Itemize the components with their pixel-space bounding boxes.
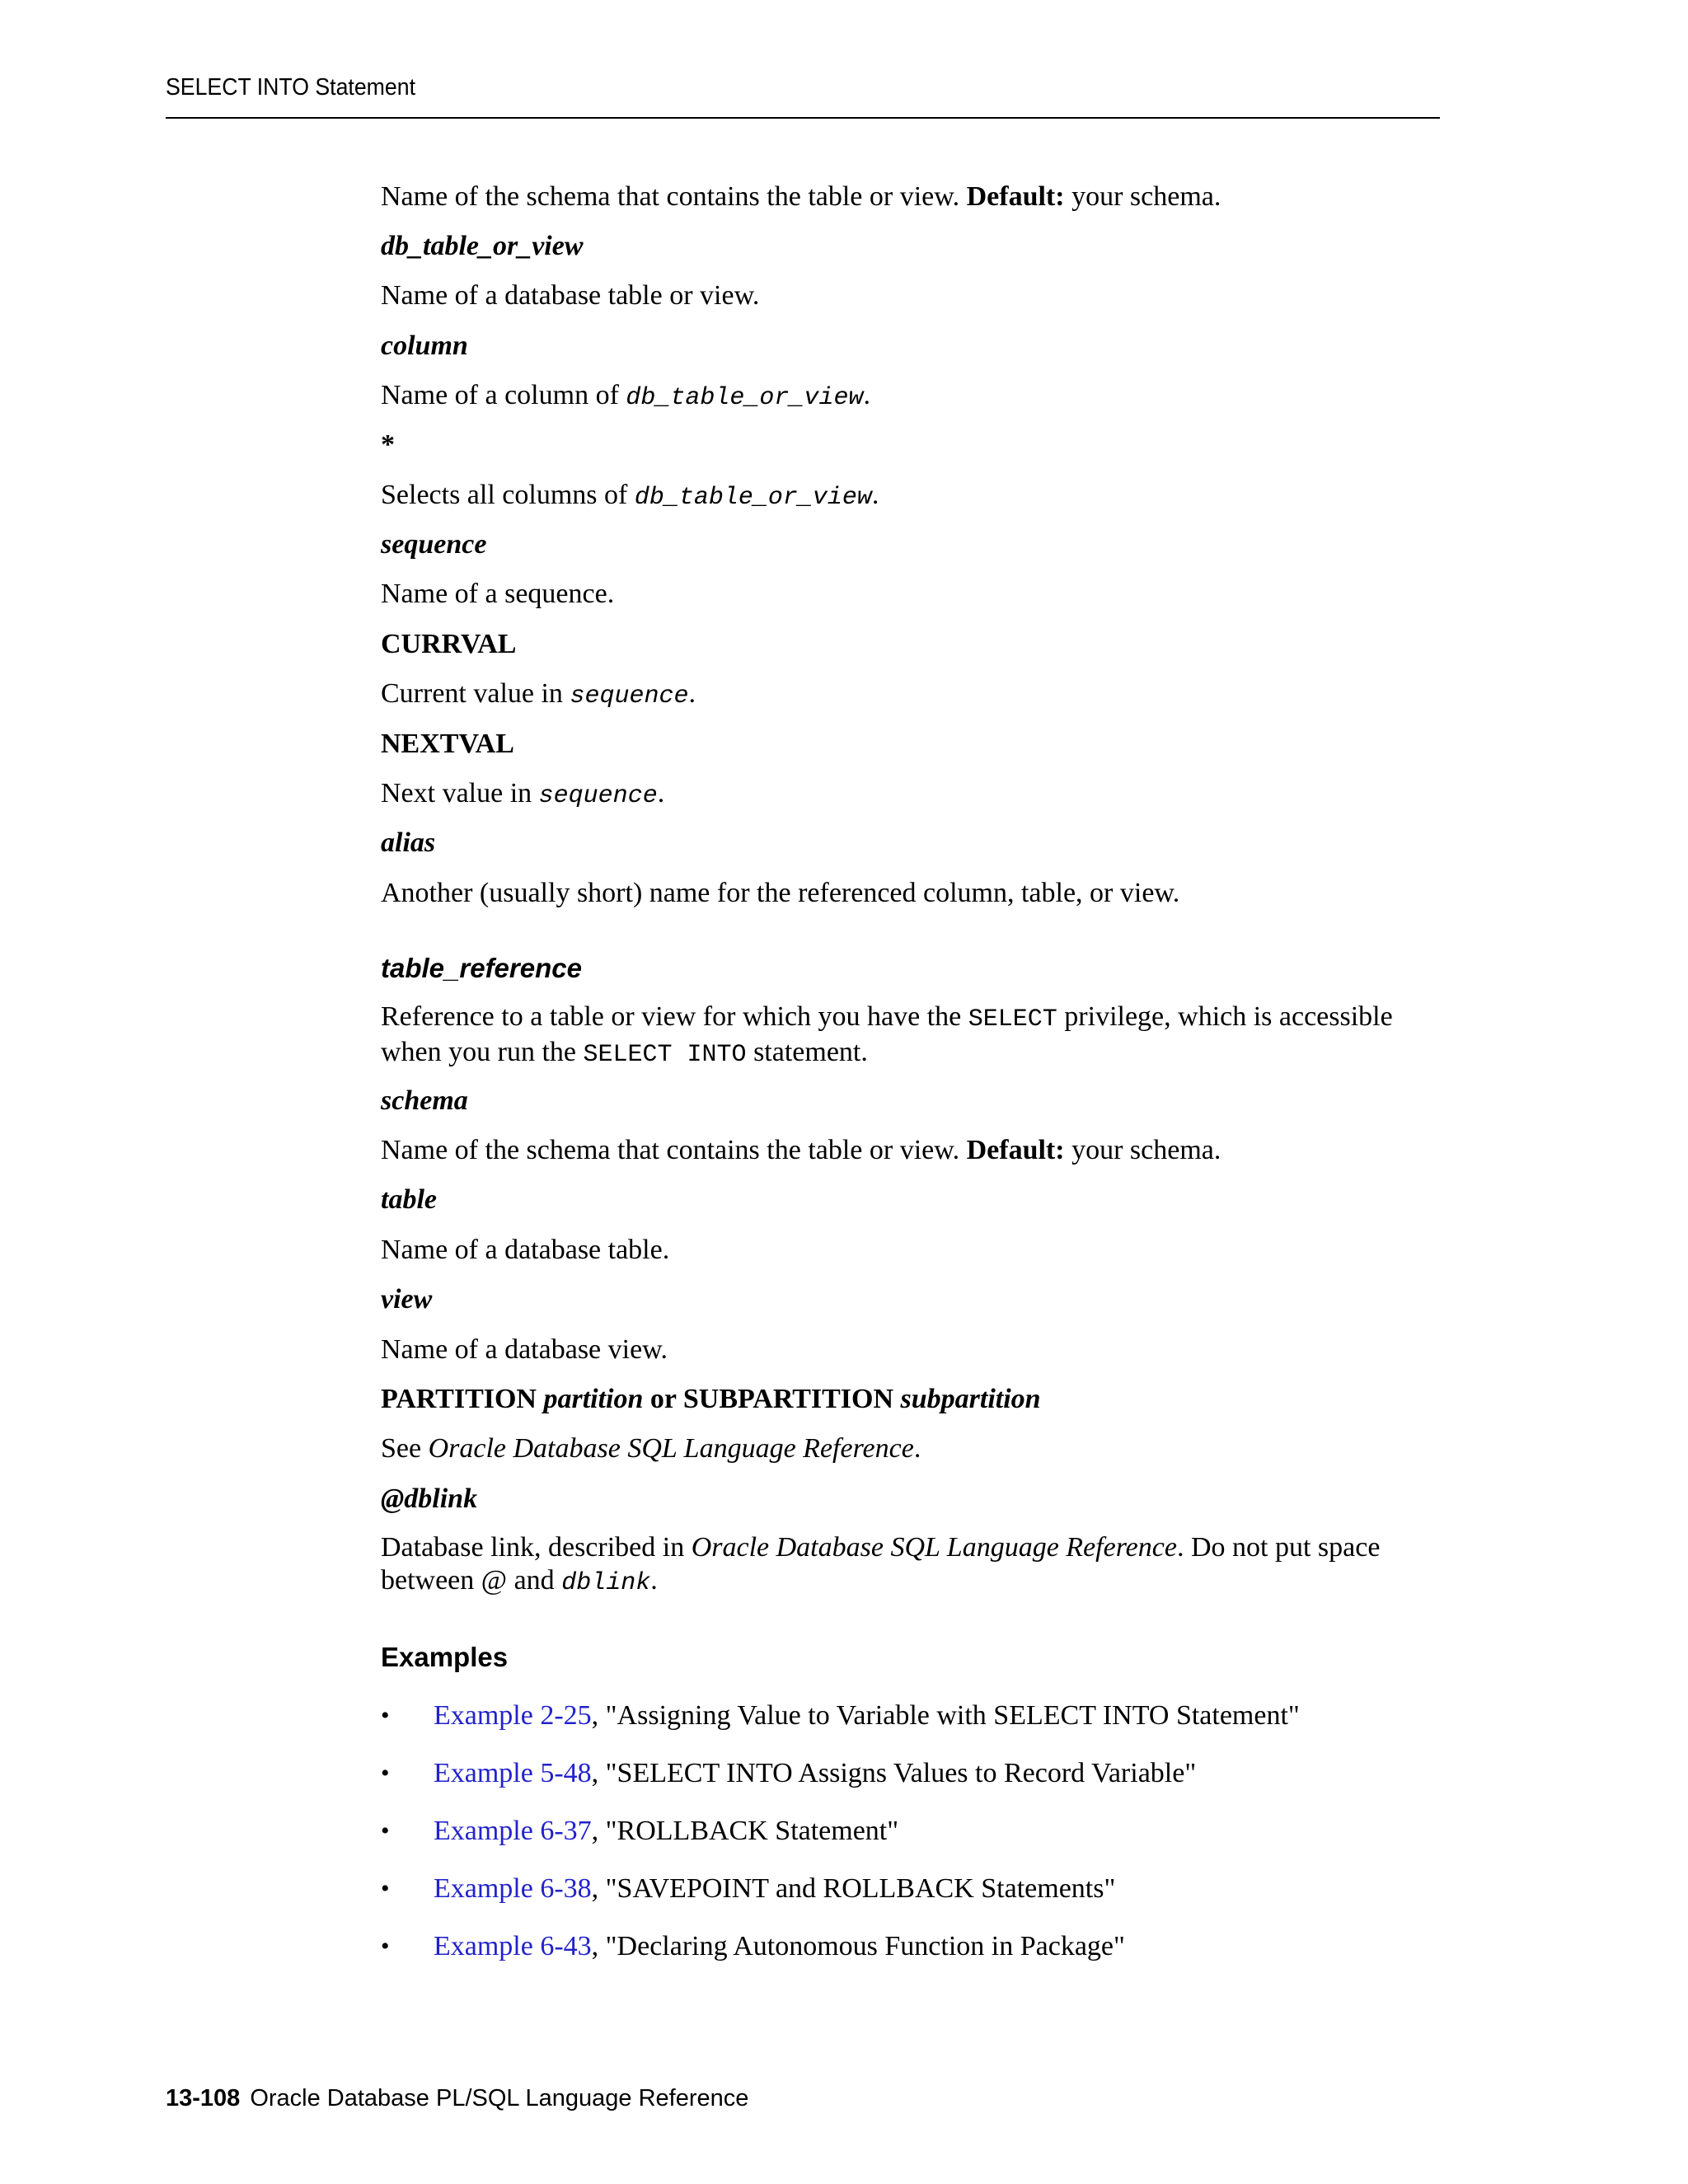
example-2-25-link[interactable]: Example 2-25	[434, 1700, 592, 1731]
table-description: Name of a database table.	[381, 1235, 670, 1265]
column-description: Name of a column of db_table_or_view.	[381, 380, 870, 412]
schema-default-description: Name of the schema that contains the table or view. Default: your schema.	[381, 1135, 1221, 1165]
term-db-table-or-view: db_table_or_view	[381, 231, 584, 261]
term-dblink: @dblink	[381, 1483, 478, 1514]
view-description: Name of a database view.	[381, 1334, 668, 1365]
example-title: , "SELECT INTO Assigns Values to Record Variable"	[591, 1758, 1197, 1788]
example-6-37-link[interactable]: Example 6-37	[434, 1816, 592, 1846]
schema-description: Name of the schema that contains the table or view. Default: your schema.	[381, 181, 1221, 212]
example-6-38-link[interactable]: Example 6-38	[434, 1873, 592, 1904]
header-rule	[166, 117, 1440, 119]
term-schema: schema	[381, 1085, 468, 1116]
sql-reference-citation: Oracle Database SQL Language Reference	[691, 1532, 1177, 1563]
db-table-or-view-description: Name of a database table or view.	[381, 280, 760, 311]
example-title: , "Declaring Autonomous Function in Package"	[591, 1931, 1125, 1961]
example-title: , "SAVEPOINT and ROLLBACK Statements"	[591, 1873, 1116, 1904]
example-6-43-link[interactable]: Example 6-43	[434, 1931, 592, 1961]
bullet: •	[381, 1875, 390, 1902]
table-reference-heading: table_reference	[381, 953, 582, 983]
dblink-description: Database link, described in Oracle Database SQL Language Reference. Do not put space between @ and dblink.	[381, 1532, 1381, 1597]
term-view: view	[381, 1284, 433, 1315]
book-title: Oracle Database PL/SQL Language Reference	[250, 2085, 749, 2111]
nextval-description: Next value in sequence.	[381, 778, 665, 810]
star-description: Selects all columns of db_table_or_view.	[381, 480, 879, 512]
example-5-48-link[interactable]: Example 5-48	[434, 1758, 592, 1788]
examples-heading: Examples	[381, 1642, 509, 1672]
term-currval: CURRVAL	[381, 629, 517, 659]
sequence-description: Name of a sequence.	[381, 579, 615, 609]
bullet: •	[381, 1933, 390, 1960]
bullet: •	[381, 1702, 390, 1729]
term-sequence: sequence	[381, 529, 487, 560]
bullet: •	[381, 1760, 390, 1787]
term-alias: alias	[381, 827, 436, 858]
currval-description: Current value in sequence.	[381, 678, 696, 710]
term-nextval: NEXTVAL	[381, 729, 514, 759]
sql-reference-citation: Oracle Database SQL Language Reference	[428, 1433, 914, 1464]
term-star: *	[381, 429, 395, 460]
term-table: table	[381, 1184, 437, 1215]
term-column: column	[381, 330, 468, 361]
example-title: , "Assigning Value to Variable with SELECT INTO Statement"	[591, 1700, 1300, 1731]
bullet: •	[381, 1817, 390, 1844]
page-footer	[166, 2085, 748, 2112]
running-header: SELECT INTO Statement	[166, 74, 415, 101]
term-partition: PARTITION partition or SUBPARTITION subpartition	[381, 1384, 1041, 1414]
page-number: 13-108	[166, 2085, 241, 2111]
alias-description: Another (usually short) name for the referenced column, table, or view.	[381, 878, 1180, 908]
table-reference-description: Reference to a table or view for which you have the SELECT privilege, which is accessible when you run the SELECT INTO statement.	[381, 1001, 1393, 1069]
partition-description: See Oracle Database SQL Language Reference.	[381, 1433, 921, 1464]
example-title: , "ROLLBACK Statement"	[591, 1816, 899, 1846]
